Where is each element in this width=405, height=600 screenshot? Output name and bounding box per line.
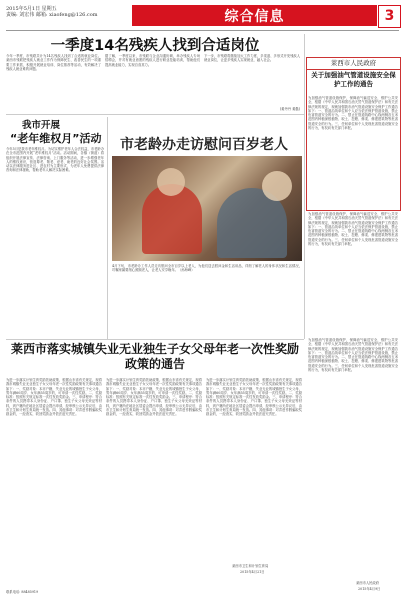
issue-date: 2015年5月1日 星期五 xyxy=(6,6,57,12)
notice-body-bottom: 为加强油气管道设施保护，保障油气输送安全，维护公共安全，根据《中华人民共和国石油天然气管道保护法》和有关法律法规的规定，现就加强我市油气管道设施安全保护工作通告如下：一、管道沿线单位和个人应当依法保护管道设施，禁止危害管道安全的行为。二、禁止在管道线路中心线两侧各五米范围内种植深根植物、取土、挖塘、修渠、修建建筑物等危害管道安全的行为。三、任何单位和个人发现危害管道设施安全的行为，有权向有关部门举报。 xyxy=(308,338,398,373)
notice-title: 关于加强油气管道设施安全保护工作的通告 xyxy=(311,71,396,88)
notice-org: 莱西市人民政府 xyxy=(307,58,400,70)
article3-title: 市老龄办走访慰问百岁老人 xyxy=(120,137,288,153)
article1-col2: 据了解，一季度以来，市残联与企业沟通协调，举办残疾人专场招聘会，并对有就业意愿的残疾人进行职业技能培训，帮助他们提高就业能力，实现自食其力。 xyxy=(105,54,200,67)
article4-title: 莱西市落实城镇失业无业独生子女父母年老一次性奖励政策的通告 xyxy=(10,342,299,371)
article1-source: (姜丹丹 姜磊) xyxy=(279,107,300,111)
signoff-date-1: 2015年4月21日 xyxy=(240,570,265,574)
article1-col1: 今年一季度，市残联共计为14名残疾人找到了合适的就业岗位。莱西市残联把残疾人就业工作作为保障民生、改善民生的一项重要工作来抓，积极开展就业培训、岗位推荐等活动，有效解决了残疾人就业难的问题。 xyxy=(6,54,101,71)
divider xyxy=(6,339,304,340)
notice-body-top: 为加强油气管道设施保护，保障油气输送安全，维护公共安全，根据《中华人民共和国石油天然气管道保护法》和有关法律法规的规定，现就加强我市油气管道设施安全保护工作通告如下：一、管道沿线单位和个人应当依法保护管道设施，禁止危害管道安全的行为。二、禁止在管道线路中心线两侧各五米范围内种植深根植物、取土、挖塘、修渠、修建建筑物等危害管道安全的行为。三、任何单位和个人发现危害管道设施安全的行为，有权向有关部门举报。 xyxy=(308,96,398,131)
article1-col3: 下一步，市残联将继续加大工作力度，多渠道、多形式开发残疾人就业岗位，让更多残疾人实现就业，融入社会。 xyxy=(204,54,300,63)
signoff-date-2: 2015年4月9日 xyxy=(358,587,381,591)
article2-title: “老年维权月”活动 xyxy=(10,132,102,145)
divider xyxy=(6,114,304,115)
contact-phone: 联系电话: 88485919 xyxy=(6,590,39,594)
page-number: 3 xyxy=(378,5,401,28)
photo-caption: 4月下旬，市老龄办工作人员走访慰问全市百岁以上老人，为他们送去慰问金和生活用品，详细了解老人的身体状况和生活情况，叮嘱家属要细心照顾老人，让老人安享晚年。（孙海峰） xyxy=(112,264,302,273)
article4-col1: 为进一步落实计划生育奖励扶助政策，根据山东省有关规定，现将我市城镇失业无业独生子女父母年老一次性奖励政策有关事项通告如下：一、奖励对象：本市户籍，失业无业的城镇独生子女父母，男年满60周岁、女年满55周岁的，可申请一次性奖励。二、奖励标准：按照有关规定标准一次性发放奖励金。三、申请程序：符合条件的人员携带本人身份证、户口簿、独生子女父母光荣证等材料，到户籍所在地社区居委会提出申请，经审核公示无异议后，由市卫生和计划生育局统一发放。四、其他事项：对弄虚作假骗取奖励金的，一经查实，收回奖励金并依法追究责任。 xyxy=(6,378,102,417)
signoff-government: 莱西市人民政府 xyxy=(356,581,380,585)
divider xyxy=(107,117,108,339)
article4-col3: 为进一步落实计划生育奖励扶助政策，根据山东省有关规定，现将我市城镇失业无业独生子女父母年老一次性奖励政策有关事项通告如下：一、奖励对象：本市户籍，失业无业的城镇独生子女父母，男年满60周岁、女年满55周岁的，可申请一次性奖励。二、奖励标准：按照有关规定标准一次性发放奖励金。三、申请程序：符合条件的人员携带本人身份证、户口簿、独生子女父母光荣证等材料，到户籍所在地社区居委会提出申请，经审核公示无异议后，由市卫生和计划生育局统一发放。四、其他事项：对弄虚作假骗取奖励金的，一经查实，收回奖励金并依法追究责任。 xyxy=(206,378,302,417)
divider xyxy=(304,34,305,339)
editor: 责编: 刘宏伟 xyxy=(6,12,35,18)
header-rule xyxy=(6,30,399,31)
notice-body-cont: 为加强油气管道设施保护，保障油气输送安全，维护公共安全，根据《中华人民共和国石油天然气管道保护法》和有关法律法规的规定，现就加强我市油气管道设施安全保护工作通告如下：一、管道沿线单位和个人应当依法保护管道设施，禁止危害管道安全的行为。二、禁止在管道线路中心线两侧各五米范围内种植深根植物、取土、挖塘、修渠、修建建筑物等危害管道安全的行为。三、任何单位和个人发现危害管道设施安全的行为，有权向有关部门举报。 xyxy=(308,212,398,247)
photo-elderly-visit xyxy=(112,156,302,261)
masthead-info xyxy=(6,6,97,18)
section-banner xyxy=(132,5,377,26)
article4-col2: 为进一步落实计划生育奖励扶助政策，根据山东省有关规定，现将我市城镇失业无业独生子女父母年老一次性奖励政策有关事项通告如下：一、奖励对象：本市户籍，失业无业的城镇独生子女父母，男年满60周岁、女年满55周岁的，可申请一次性奖励。二、奖励标准：按照有关规定标准一次性发放奖励金。三、申请程序：符合条件的人员携带本人身份证、户口簿、独生子女父母光荣证等材料，到户籍所在地社区居委会提出申请，经审核公示无异议后，由市卫生和计划生育局统一发放。四、其他事项：对弄虚作假骗取奖励金的，一经查实，收回奖励金并依法追究责任。 xyxy=(106,378,202,417)
email: 邮箱: xiaofeng@126.com xyxy=(35,12,98,18)
signoff-health-bureau: 莱西市卫生和计划生育局 xyxy=(232,564,269,568)
headline-disabled-jobs: 一季度14名残疾人找到合适岗位 xyxy=(50,38,260,54)
section-title: 综合信息 xyxy=(224,8,285,25)
article2-kicker: 我市开展 xyxy=(22,120,61,131)
article2-body: 今年5月是我市老年维权月。为切实维护老年人合法权益，市老龄办在全市范围内开展“老年维权月”活动。活动期间，各镇（街道）将组织开展法律宣传、法律咨询、上门服务等活动，进一步增强老年人的维权意识，营造尊老、敬老、爱老、助老的良好社会氛围。活动以法律服务进社区、进农村为主要形式，为老年人免费提供法律咨询和法律援助，帮助老年人解决实际困难。 xyxy=(6,147,104,173)
